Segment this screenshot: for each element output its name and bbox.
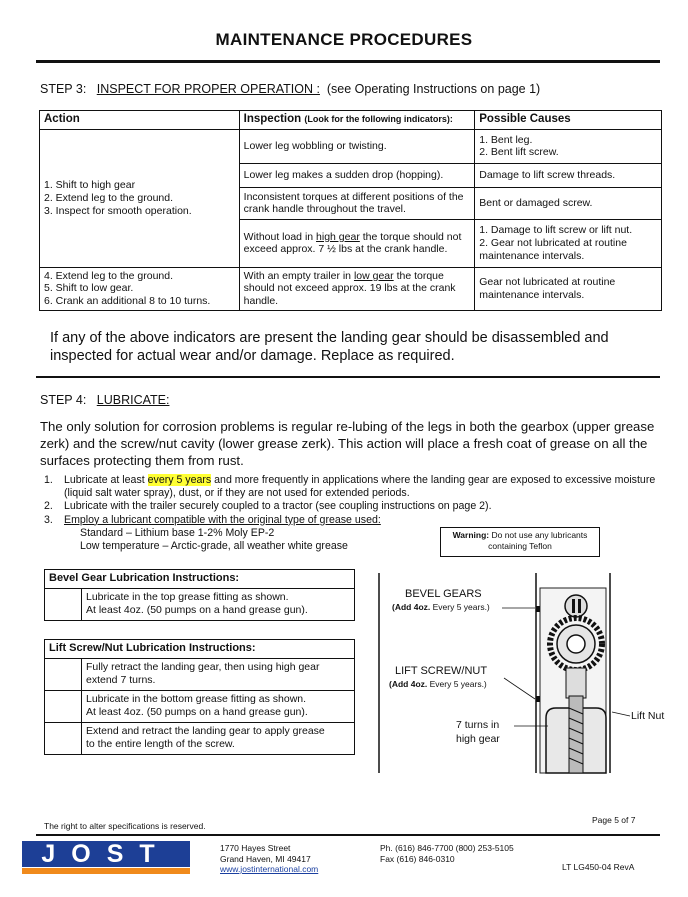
lift-nut-label: Lift Nut (631, 710, 665, 722)
top-rule (36, 60, 660, 63)
mid-rule (36, 376, 660, 378)
bevel-table-title: Bevel Gear Lubrication Instructions: (45, 570, 355, 589)
lift-screw-sub: (Add 4oz. Every 5 years.) (389, 679, 487, 689)
table-cell: Lower leg makes a sudden drop (hopping). (239, 163, 475, 187)
logo-text: JOST (22, 841, 190, 867)
table-cell: Bent or damaged screw. (475, 187, 662, 219)
step3-heading (40, 82, 540, 96)
table-cell: 1. Damage to lift screw or lift nut. 2. Gear not lubricated at routine maintenance intervals. (475, 219, 662, 267)
step3-label: STEP 3: (40, 82, 87, 96)
lift-table (44, 639, 355, 755)
table-cell: Gear not lubricated at routine maintenance intervals. (475, 267, 662, 310)
action-cell-1: 1. Shift to high gear 2. Extend leg to the ground. 3. Inspect for smooth operation. (40, 129, 240, 267)
turns-label: 7 turns in high gear (456, 719, 500, 745)
jost-logo (22, 841, 190, 875)
step3-title: INSPECT FOR PROPER OPERATION : (96, 82, 320, 96)
list-item: 1. Lubricate at least every 5 years and more frequently in applications where the landing gear are exposed to excessive moisture (liquid salt water spray), dust, or if they are not used for extended periods. (44, 474, 656, 500)
page-title: MAINTENANCE PROCEDURES (215, 30, 473, 49)
col-inspection: Inspection (Look for the following indicators): (239, 111, 475, 130)
table-cell: Damage to lift screw threads. (475, 163, 662, 187)
table-cell: Lower leg wobbling or twisting. (239, 129, 475, 163)
address-block: 1770 Hayes Street Grand Haven, MI 49417 www.jostinternational.com (220, 843, 319, 875)
step4-heading (40, 393, 169, 407)
table-cell: 1. Bent leg. 2. Bent lift screw. (475, 129, 662, 163)
rights-notice: The right to alter specifications is reserved. (44, 821, 206, 831)
lift-table-title: Lift Screw/Nut Lubrication Instructions: (45, 640, 355, 659)
list-item: 2. Lubricate with the trailer securely coupled to a tractor (see coupling instructions on page 2). (44, 500, 492, 513)
doc-number: LT LG450-04 RevA (562, 862, 635, 872)
table-cell: Inconsistent torques at different positions of the crank handle throughout the travel. (239, 187, 475, 219)
bevel-gears-sub: (Add 4oz. Every 5 years.) (392, 602, 490, 612)
warning-box: Warning: Do not use any lubricants containing Teflon (440, 527, 600, 557)
contact-block: Ph. (616) 846-7700 (800) 253-5105 Fax (616) 846-0310 (380, 843, 514, 864)
action-cell-2: 4. Extend leg to the ground. 5. Shift to low gear. 6. Crank an additional 8 to 10 turns. (40, 267, 240, 310)
inspection-table (39, 110, 662, 311)
table-cell: Lubricate in the bottom grease fitting as shown. At least 4oz. (50 pumps on a hand grease gun). (82, 690, 355, 722)
lift-screw-label: LIFT SCREW/NUT (395, 665, 488, 677)
step4-paragraph: The only solution for corrosion problems is regular re-lubing of the legs in both the gearbox (upper grease zerk) and the screw/nut cavity (lower grease zerk). This action will place a fresh coat of grease on all the surfaces protecting them from rust. (40, 419, 655, 469)
step3-note: If any of the above indicators are present the landing gear should be disassembled and inspected for actual wear and/or damage. Replace as required. (50, 330, 609, 365)
table-cell: Lubricate in the top grease fitting as shown. At least 4oz. (50 pumps on a hand grease gun). (82, 588, 355, 620)
step4-label: STEP 4: (40, 393, 87, 407)
table-cell: With an empty trailer in low gear the torque should not exceed approx. 19 lbs at the crank handle. (239, 267, 475, 310)
logo-bar (22, 868, 190, 874)
bevel-table (44, 569, 355, 621)
col-action: Action (40, 111, 240, 130)
footer-rule (36, 834, 660, 836)
list-item: 3. Employ a lubricant compatible with the original type of grease used: Standard – Lithium base 1-2% Moly EP-2 Low temperature – Arctic-grade, all weather white grease (44, 513, 381, 553)
step4-title: LUBRICATE: (96, 393, 170, 407)
website-link[interactable]: www.jostinternational.com (220, 864, 319, 875)
col-causes: Possible Causes (475, 111, 662, 130)
bevel-gears-label: BEVEL GEARS (405, 588, 482, 600)
table-cell: Without load in high gear the torque should not exceed approx. 7 ½ lbs at the crank handle. (239, 219, 475, 267)
table-cell: Fully retract the landing gear, then using high gear extend 7 turns. (82, 658, 355, 690)
page-number: Page 5 of 7 (592, 815, 636, 825)
step3-ref: (see Operating Instructions on page 1) (326, 82, 541, 96)
table-cell: Extend and retract the landing gear to apply grease to the entire length of the screw. (82, 722, 355, 754)
